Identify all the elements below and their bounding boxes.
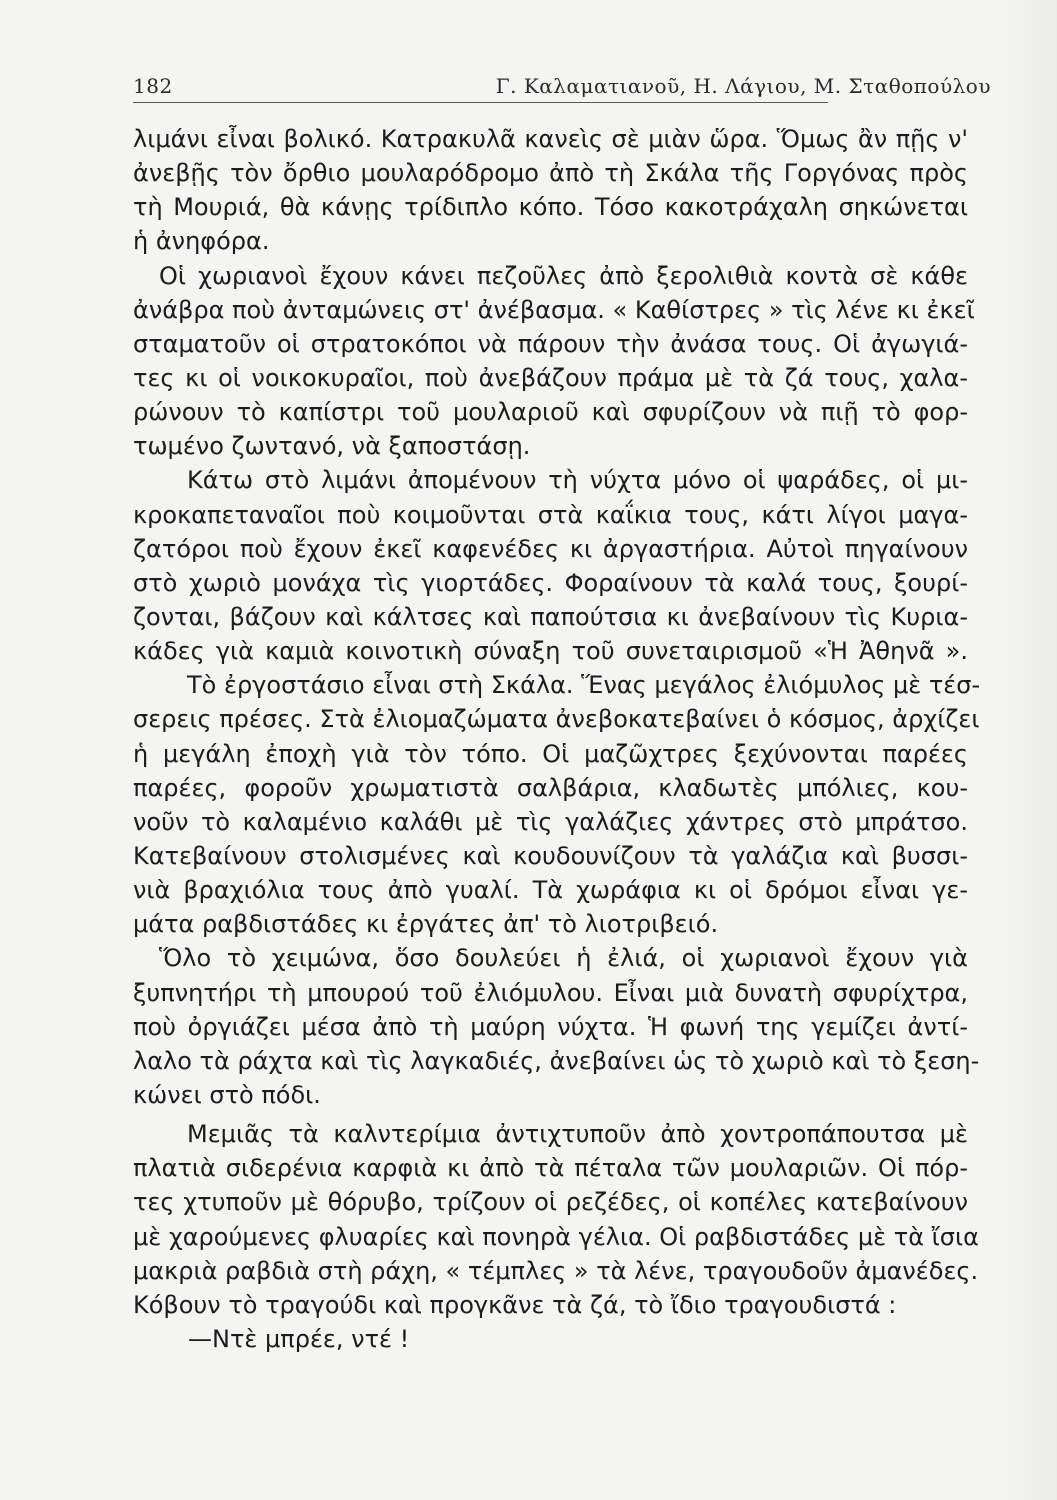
text-line: ποὺ ὀργιάζει μέσα ἀπὸ τὴ μαύρη νύχτα. Ἡ φωνή της γεμίζει ἀντί-	[133, 1012, 968, 1041]
text-line: τὴ Μουριά, θὰ κάνῃς τρίδιπλο κόπο. Τόσο κακοτράχαλη σηκώνεται	[133, 193, 968, 222]
text-line: ἀνάβρα ποὺ ἀνταμώνεις στ' ἀνέβασμα. « Καθίστρες » τὶς λένε κι ἐκεῖ	[133, 295, 975, 324]
text-line: κώνει στὸ πόδι.	[133, 1080, 321, 1109]
running-header	[133, 70, 991, 100]
page-edge-shadow	[997, 0, 1057, 1500]
text-line: μὲ χαρούμενες φλυαρίες καὶ πονηρὰ γέλια. Οἱ ραβδιστάδες μὲ τὰ ἴσια	[133, 1222, 979, 1251]
paragraph-first-line: Ὅλο τὸ χειμώνα, ὅσο δουλεύει ἡ ἐλιά, οἱ χωριανοὶ ἔχουν γιὰ	[159, 944, 968, 973]
paragraph-first-line: Κάτω στὸ λιμάνι ἀπομένουν τὴ νύχτα μόνο οἱ ψαράδες, οἱ μι-	[187, 466, 968, 495]
page-number: 182	[133, 74, 173, 98]
text-line: κάδες γιὰ καμιὰ κοινοτικὴ σύναξη τοῦ συνεταιρισμοῦ «Ἡ Ἀθηνᾶ ».	[133, 637, 968, 666]
text-line: στὸ χωριὸ μονάχα τὶς γιορτάδες. Φοραίνουν τὰ καλά τους, ξουρί-	[133, 568, 968, 597]
paragraph-first-line: Οἱ χωριανοὶ ἔχουν κάνει πεζοῦλες ἀπὸ ξερολιθιὰ κοντὰ σὲ κάθε	[159, 261, 968, 290]
text-line: ἀνεβῇς τὸν ὄρθιο μουλαρόδρομο ἀπὸ τὴ Σκάλα τῆς Γοργόνας πρὸς	[133, 159, 968, 188]
text-line: Κατεβαίνουν στολισμένες καὶ κουδουνίζουν τὰ γαλάζια καὶ βυσσι-	[133, 841, 968, 870]
text-line: νοῦν τὸ καλαμένιο καλάθι μὲ τὶς γαλάζιες χάντρες στὸ μπράτσο.	[133, 807, 968, 836]
text-line: σερεις πρέσες. Στὰ ἐλιομαζώματα ἀνεβοκατεβαίνει ὁ κόσμος, ἀρχίζει	[133, 705, 980, 734]
body-text	[133, 122, 981, 1356]
text-line: ξυπνητήρι τὴ μπουρού τοῦ ἐλιόμυλου. Εἶναι μιὰ δυνατὴ σφυρίχτρα,	[133, 978, 968, 1007]
text-line: πλατιὰ σιδερένια καρφιὰ κι ἀπὸ τὰ πέταλα τῶν μουλαριῶν. Οἱ πόρ-	[133, 1154, 968, 1183]
text-line: ρώνουν τὸ καπίστρι τοῦ μουλαριοῦ καὶ σφυρίζουν νὰ πιῇ τὸ φορ-	[133, 398, 968, 427]
text-line: λιμάνι εἶναι βολικό. Κατρακυλᾶ κανεὶς σὲ μιὰν ὥρα. Ὅμως ἂν πῇς ν'	[133, 125, 968, 153]
paragraph-first-line: Μεμιᾶς τὰ καλντερίμια ἀντιχτυποῦν ἀπὸ χοντροπάπουτσα μὲ	[187, 1120, 968, 1149]
text-line: λαλο τὰ ράχτα καὶ τὶς λαγκαδιές, ἀνεβαίνει ὡς τὸ χωριὸ καὶ τὸ ξεση-	[133, 1046, 980, 1075]
dialogue-line: —Ντὲ μπρέε, ντέ !	[188, 1324, 410, 1353]
text-line: ἡ ἀνηφόρα.	[133, 227, 270, 256]
text-line: τες κι οἱ νοικοκυραῖοι, ποὺ ἀνεβάζουν πράμα μὲ τὰ ζά τους, χαλα-	[133, 363, 968, 392]
text-line: κροκαπεταναῖοι ποὺ κοιμοῦνται στὰ καΐκια τους, κάτι λίγοι μαγα-	[133, 500, 968, 529]
text-line: τες χτυποῦν μὲ θόρυβο, τρίζουν οἱ ρεζέδες, οἱ κοπέλες κατεβαίνουν	[133, 1188, 968, 1217]
text-line: ζονται, βάζουν καὶ κάλτσες καὶ παπούτσια κι ἀνεβαίνουν τὶς Κυρια-	[133, 602, 968, 631]
text-line: ζατόροι ποὺ ἔχουν ἐκεῖ καφενέδες κι ἀργαστήρια. Αὐτοὶ πηγαίνουν	[133, 534, 968, 563]
running-title: Γ. Καλαματιανοῦ, Η. Λάγιου, Μ. Σταθοπούλου	[495, 74, 991, 98]
text-line: σταματοῦν οἱ στρατοκόποι νὰ πάρουν τὴν ἀνάσα τους. Οἱ ἀγωγιά-	[133, 329, 968, 358]
text-line: ἡ μεγάλη ἐποχὴ γιὰ τὸν τόπο. Οἱ μαζῶχτρες ξεχύνονται παρέες	[133, 739, 968, 768]
text-line: τωμένο ζωντανό, νὰ ξαποστάσῃ.	[133, 432, 531, 461]
text-line: παρέες, φοροῦν χρωματιστὰ σαλβάρια, κλαδωτὲς μπόλιες, κου-	[133, 773, 968, 802]
text-line: μάτα ραβδιστάδες κι ἐργάτες ἀπ' τὸ λιοτριβειό.	[133, 910, 719, 939]
text-line: μακριὰ ραβδιὰ στὴ ράχη, « τέμπλες » τὰ λένε, τραγουδοῦν ἀμανέδες.	[133, 1256, 979, 1285]
text-line: νιὰ βραχιόλια τους ἀπὸ γυαλί. Τὰ χωράφια κι οἱ δρόμοι εἶναι γε-	[133, 876, 968, 905]
paragraph-first-line: Τὸ ἐργοστάσιο εἶναι στὴ Σκάλα. Ἕνας μεγάλος ἐλιόμυλος μὲ τέσ-	[187, 671, 981, 700]
text-line: Κόβουν τὸ τραγούδι καὶ προγκᾶνε τὰ ζά, τὸ ἴδιο τραγουδιστά :	[133, 1290, 897, 1319]
header-rule	[133, 102, 828, 103]
